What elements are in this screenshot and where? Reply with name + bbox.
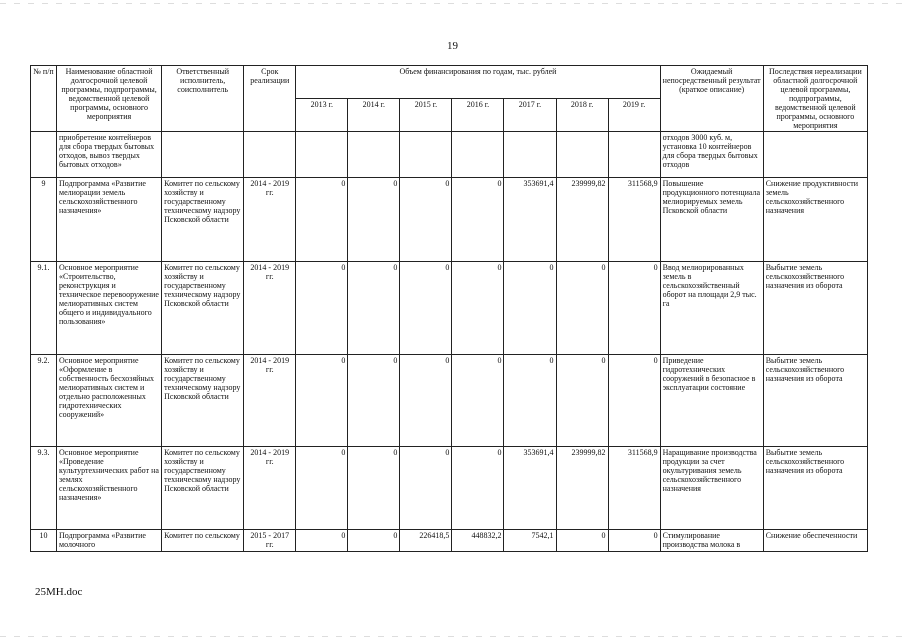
header-executor: Ответственный исполнитель, соисполнитель bbox=[162, 66, 244, 132]
row-term: 2014 - 2019 гг. bbox=[244, 262, 296, 355]
row-value: 226418,5 bbox=[400, 530, 452, 552]
row-value: 0 bbox=[296, 262, 348, 355]
row-term: 2015 - 2017 гг. bbox=[244, 530, 296, 552]
row-value: 0 bbox=[296, 447, 348, 530]
row-executor: Комитет по сельскому хозяйству и государственному техническому надзору Псковской области bbox=[162, 355, 244, 447]
row-name: Подпрограмма «Развитие мелиорации земель сельскохозяйственного назначения» bbox=[57, 178, 162, 262]
row-result: Наращивание производства продукции за счет окультуривания земель сельскохозяйственного назначения bbox=[660, 447, 763, 530]
row-result: отходов 3000 куб. м, установка 10 контейнеров для сбора твердых бытовых отходов bbox=[660, 132, 763, 178]
row-executor: Комитет по сельскому хозяйству и государственному техническому надзору Псковской области bbox=[162, 262, 244, 355]
row-result: Ввод мелиорированных земель в сельскохозяйственный оборот на площади 2,9 тыс. га bbox=[660, 262, 763, 355]
row-name: Основное мероприятие «Строительство, реконструкция и техническое перевооружение мелиоративных систем общего и индивидуального пользования» bbox=[57, 262, 162, 355]
row-value: 0 bbox=[452, 178, 504, 262]
row-num: 10 bbox=[31, 530, 57, 552]
row-result: Повышение продукционного потенциала мелиорируемых земель Псковской области bbox=[660, 178, 763, 262]
row-value: 311568,9 bbox=[608, 447, 660, 530]
table-row bbox=[31, 447, 868, 530]
scan-artifact-bottom bbox=[0, 636, 905, 637]
row-value: 0 bbox=[400, 355, 452, 447]
row-executor bbox=[162, 132, 244, 178]
row-value: 0 bbox=[556, 530, 608, 552]
row-num: 9 bbox=[31, 178, 57, 262]
row-value: 0 bbox=[348, 262, 400, 355]
row-value: 0 bbox=[348, 178, 400, 262]
row-value: 311568,9 bbox=[608, 178, 660, 262]
footer-filename: 25МН.doc bbox=[35, 586, 83, 598]
row-term: 2014 - 2019 гг. bbox=[244, 178, 296, 262]
table-row bbox=[31, 530, 868, 552]
row-value: 0 bbox=[504, 355, 556, 447]
row-value: 239999,82 bbox=[556, 178, 608, 262]
row-value: 0 bbox=[452, 355, 504, 447]
page-number: 19 bbox=[447, 40, 458, 52]
header-year: 2017 г. bbox=[504, 99, 556, 132]
row-executor: Комитет по сельскому bbox=[162, 530, 244, 552]
row-name: Основное мероприятие «Оформление в собственность бесхозяйных мелиоративных систем и отдельно расположенных гидротехнических сооружений» bbox=[57, 355, 162, 447]
row-value bbox=[452, 132, 504, 178]
row-value: 0 bbox=[348, 447, 400, 530]
header-result: Ожидаемый непосредственный результат (краткое описание) bbox=[660, 66, 763, 132]
table-row bbox=[31, 355, 868, 447]
header-year: 2016 г. bbox=[452, 99, 504, 132]
row-value: 448832,2 bbox=[452, 530, 504, 552]
table-row bbox=[31, 178, 868, 262]
row-value bbox=[608, 132, 660, 178]
header-term: Срок реализации bbox=[244, 66, 296, 132]
row-name: приобретение контейнеров для сбора твердых бытовых отходов, вывоз твердых бытовых отходов» bbox=[57, 132, 162, 178]
row-value: 0 bbox=[296, 178, 348, 262]
row-value: 7542,1 bbox=[504, 530, 556, 552]
row-result: Приведение гидротехнических сооружений в безопасное в эксплуатации состояние bbox=[660, 355, 763, 447]
header-year: 2013 г. bbox=[296, 99, 348, 132]
row-num: 9.3. bbox=[31, 447, 57, 530]
scan-artifact-top bbox=[0, 3, 905, 4]
row-value: 0 bbox=[348, 355, 400, 447]
row-value: 353691,4 bbox=[504, 447, 556, 530]
row-value bbox=[504, 132, 556, 178]
row-term: 2014 - 2019 гг. bbox=[244, 447, 296, 530]
row-executor: Комитет по сельскому хозяйству и государственному техническому надзору Псковской области bbox=[162, 447, 244, 530]
row-consequences: Выбытие земель сельскохозяйственного назначения из оборота bbox=[763, 355, 867, 447]
row-consequences: Выбытие земель сельскохозяйственного назначения из оборота bbox=[763, 447, 867, 530]
row-value: 0 bbox=[400, 262, 452, 355]
row-num: 9.2. bbox=[31, 355, 57, 447]
row-value: 0 bbox=[348, 530, 400, 552]
row-num: 9.1. bbox=[31, 262, 57, 355]
header-year: 2018 г. bbox=[556, 99, 608, 132]
row-value: 0 bbox=[608, 530, 660, 552]
row-value: 0 bbox=[608, 262, 660, 355]
row-value: 0 bbox=[504, 262, 556, 355]
table-row bbox=[31, 132, 868, 178]
row-value: 239999,82 bbox=[556, 447, 608, 530]
row-value: 0 bbox=[400, 447, 452, 530]
header-year: 2019 г. bbox=[608, 99, 660, 132]
row-consequences: Выбытие земель сельскохозяйственного назначения из оборота bbox=[763, 262, 867, 355]
row-name: Основное мероприятие «Проведение культуртехнических работ на землях сельскохозяйственного назначения» bbox=[57, 447, 162, 530]
row-value bbox=[400, 132, 452, 178]
row-value bbox=[348, 132, 400, 178]
row-term bbox=[244, 132, 296, 178]
row-consequences: Снижение продуктивности земель сельскохозяйственного назначения bbox=[763, 178, 867, 262]
row-consequences bbox=[763, 132, 867, 178]
row-value: 0 bbox=[296, 530, 348, 552]
row-result: Стимулирование производства молока в bbox=[660, 530, 763, 552]
header-row bbox=[31, 66, 868, 99]
table-row bbox=[31, 262, 868, 355]
program-table bbox=[30, 65, 868, 552]
row-value: 0 bbox=[556, 262, 608, 355]
row-value: 0 bbox=[452, 262, 504, 355]
row-value: 0 bbox=[452, 447, 504, 530]
row-num bbox=[31, 132, 57, 178]
header-year: 2014 г. bbox=[348, 99, 400, 132]
header-name: Наименование областной долгосрочной целевой программы, подпрограммы, ведомственной целевой программы, основного мероприятия bbox=[57, 66, 162, 132]
header-funding: Объем финансирования по годам, тыс. рублей bbox=[296, 66, 660, 99]
header-num: № п/п bbox=[31, 66, 57, 132]
row-value: 0 bbox=[296, 355, 348, 447]
row-term: 2014 - 2019 гг. bbox=[244, 355, 296, 447]
row-value: 0 bbox=[400, 178, 452, 262]
row-value: 353691,4 bbox=[504, 178, 556, 262]
row-executor: Комитет по сельскому хозяйству и государственному техническому надзору Псковской области bbox=[162, 178, 244, 262]
header-year: 2015 г. bbox=[400, 99, 452, 132]
header-consequences: Последствия нереализации областной долгосрочной целевой программы, подпрограммы, ведомственной целевой программы, основного мероприятия bbox=[763, 66, 867, 132]
row-consequences: Снижение обеспеченности bbox=[763, 530, 867, 552]
row-value: 0 bbox=[556, 355, 608, 447]
row-value bbox=[556, 132, 608, 178]
row-value bbox=[296, 132, 348, 178]
row-value: 0 bbox=[608, 355, 660, 447]
row-name: Подпрограмма «Развитие молочного bbox=[57, 530, 162, 552]
